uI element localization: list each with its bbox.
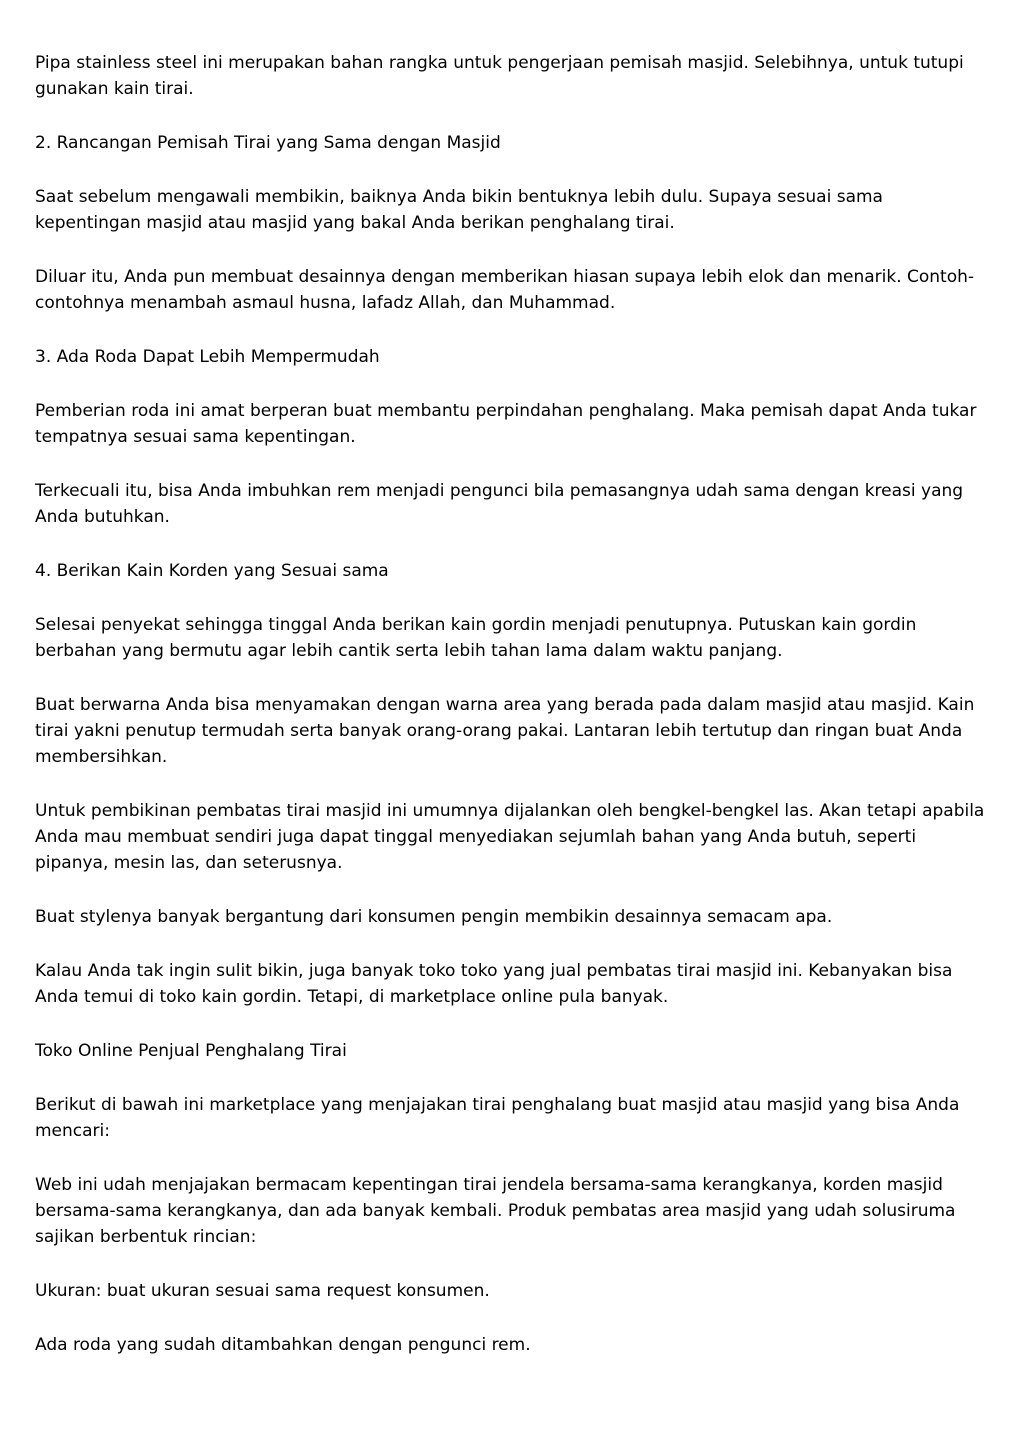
paragraph: Pemberian roda ini amat berperan buat membantu perpindahan penghalang. Maka pemisah dapat Anda tukar tempatnya sesuai sama kepentingan. [35,401,977,447]
heading-4: 4. Berikan Kain Korden yang Sesuai sama [35,561,389,581]
paragraph: Kalau Anda tak ingin sulit bikin, juga banyak toko toko yang jual pembatas tirai masjid ini. Kebanyakan bisa Anda temui di toko kain gordin. Tetapi, di marketplace online pula banyak. [35,961,953,1007]
document-body [35,50,990,1386]
paragraph: Buat stylenya banyak bergantung dari konsumen pengin membikin desainnya semacam apa. [35,907,833,927]
paragraph: Diluar itu, Anda pun membuat desainnya dengan memberikan hiasan supaya lebih elok dan menarik. Contoh-contohnya menambah asmaul husna, lafadz Allah, dan Muhammad. [35,267,975,313]
paragraph: Terkecuali itu, bisa Anda imbuhkan rem menjadi pengunci bila pemasangnya udah sama dengan kreasi yang Anda butuhkan. [35,481,964,527]
paragraph: Saat sebelum mengawali membikin, baiknya Anda bikin bentuknya lebih dulu. Supaya sesuai sama kepentingan masjid atau masjid yang bakal Anda berikan penghalang tirai. [35,187,883,233]
paragraph: Untuk pembikinan pembatas tirai masjid ini umumnya dijalankan oleh bengkel-bengkel las. Akan tetapi apabila Anda mau membuat sendiri juga dapat tinggal menyediakan sejumlah bahan yang Anda butuh, seperti pipanya, mesin las, dan seterusnya. [35,801,985,873]
paragraph-intro: Pipa stainless steel ini merupakan bahan rangka untuk pengerjaan pemisah masjid. Selebihnya, untuk tutupi gunakan kain tirai. [35,53,964,99]
paragraph: Selesai penyekat sehingga tinggal Anda berikan kain gordin menjadi penutupnya. Putuskan kain gordin berbahan yang bermutu agar lebih cantik serta lebih tahan lama dalam waktu panjang. [35,615,917,661]
paragraph: Ada roda yang sudah ditambahkan dengan pengunci rem. [35,1335,531,1355]
heading-2: 2. Rancangan Pemisah Tirai yang Sama dengan Masjid [35,133,501,153]
paragraph: Web ini udah menjajakan bermacam kepentingan tirai jendela bersama-sama kerangkanya, korden masjid bersama-sama kerangkanya, dan ada banyak kembali. Produk pembatas area masjid yang udah solusiruma sajikan berbentuk rincian: [35,1175,956,1247]
paragraph: Buat berwarna Anda bisa menyamakan dengan warna area yang berada pada dalam masjid atau masjid. Kain tirai yakni penutup termudah serta banyak orang-orang pakai. Lantaran lebih tertutup dan ringan buat Anda membersihkan. [35,695,975,767]
section-heading: Toko Online Penjual Penghalang Tirai [35,1041,347,1061]
paragraph: Ukuran: buat ukuran sesuai sama request konsumen. [35,1281,490,1301]
paragraph: Berikut di bawah ini marketplace yang menjajakan tirai penghalang buat masjid atau masjid yang bisa Anda mencari: [35,1095,960,1141]
heading-3: 3. Ada Roda Dapat Lebih Mempermudah [35,347,380,367]
